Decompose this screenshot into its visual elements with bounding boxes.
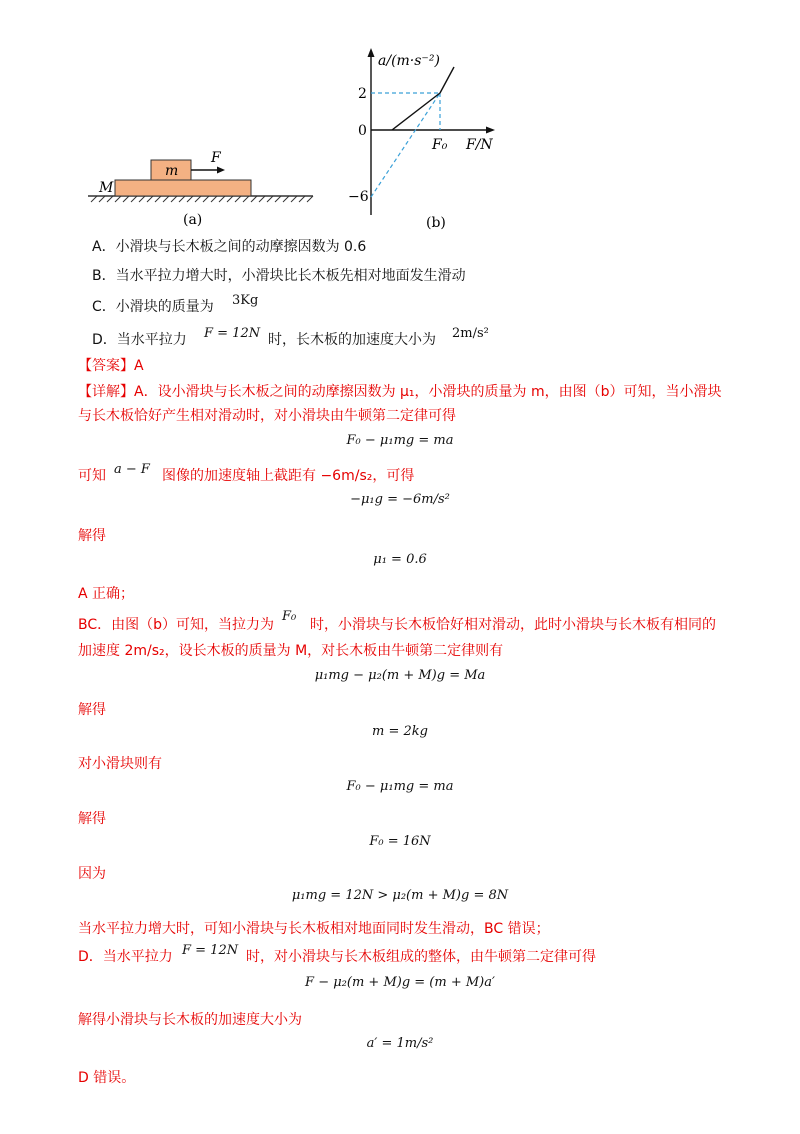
- tick-neg6-label: −6: [348, 189, 369, 205]
- answer: 【答案】A: [78, 358, 144, 374]
- equation-2: −μ₁g = −6m/s²: [350, 492, 450, 507]
- option-c-text: C．小滑块的质量为: [92, 299, 214, 315]
- equation-1: F₀ − μ₁mg = ma: [346, 433, 454, 448]
- force-label: F: [211, 150, 221, 166]
- d-math: F = 12N: [182, 943, 239, 958]
- f0-label: F₀: [432, 137, 448, 153]
- jiede-3: 解得: [78, 811, 106, 827]
- equation-5: m = 2kg: [372, 724, 428, 739]
- explain-line3a: 可知: [78, 468, 106, 484]
- d-line-a: D．当水平拉力: [78, 949, 173, 965]
- explain-line3b: 图像的加速度轴上截距有 −6m/s₂，可得: [162, 468, 415, 484]
- figure-b-caption: (b): [426, 215, 446, 231]
- board-label: M: [99, 180, 114, 196]
- equation-3: μ₁ = 0.6: [373, 552, 427, 567]
- a-correct: A 正确；: [78, 586, 135, 602]
- force-arrowhead: [217, 167, 225, 174]
- bc-line1a: BC．由图（b）可知，当拉力为: [78, 617, 275, 633]
- option-a: A．小滑块与长木板之间的动摩擦因数为 0.6: [92, 239, 367, 255]
- tick-2-label: 2: [358, 86, 367, 102]
- equation-4: μ₁mg − μ₂(m + M)g = Ma: [314, 668, 486, 683]
- explain-line3-math: a − F: [114, 462, 150, 477]
- explain-line2: 与长木板恰好产生相对滑动时，对小滑块由牛顿第二定律可得: [78, 408, 456, 424]
- guide-extension: [371, 93, 440, 197]
- option-d-text1: D．当水平拉力: [92, 332, 187, 348]
- d-solve: 解得小滑块与长木板的加速度大小为: [78, 1012, 302, 1028]
- bc-conclusion: 当水平拉力增大时，可知小滑块与长木板相对地面同时发生滑动，BC 错误；: [78, 921, 550, 937]
- option-d-math1: F = 12N: [204, 326, 261, 341]
- explain-line1: 【详解】A．设小滑块与长木板之间的动摩擦因数为 μ₁，小滑块的质量为 m，由图（b）可知，当小滑块: [78, 384, 722, 400]
- equation-7: F₀ = 16N: [369, 834, 431, 849]
- board-rect: [115, 180, 251, 196]
- equation-6: F₀ − μ₁mg = ma: [346, 779, 454, 794]
- d-line-b: 时，对小滑块与长木板组成的整体，由牛顿第二定律可得: [246, 949, 596, 965]
- y-axis-arrow: [368, 48, 375, 57]
- equation-9: F − μ₂(m + M)g = (m + M)a′: [305, 975, 495, 990]
- jiede-2: 解得: [78, 702, 106, 718]
- bc-line2: 加速度 2m/s₂，设长木板的质量为 M，对长木板由牛顿第二定律则有: [78, 643, 504, 659]
- x-axis-label: F/N: [466, 137, 493, 153]
- block-label: m: [165, 163, 179, 179]
- jiede-1: 解得: [78, 528, 106, 544]
- option-c-math: 3Kg: [232, 293, 259, 308]
- d-wrong: D 错误。: [78, 1070, 136, 1086]
- y-axis-label: a/(m·s⁻²): [378, 53, 440, 69]
- graph-segment-1: [392, 93, 440, 130]
- figure-b: [340, 45, 520, 235]
- equation-10: a′ = 1m/s²: [366, 1036, 434, 1051]
- bc-math: F₀: [282, 609, 297, 624]
- bc-line1b: 时，小滑块与长木板恰好相对滑动，此时小滑块与长木板有相同的: [310, 617, 716, 633]
- figure-a-caption: (a): [183, 212, 203, 228]
- option-d-math2: 2m/s²: [452, 326, 489, 341]
- x-axis-arrow: [486, 127, 495, 134]
- for-block: 对小滑块则有: [78, 756, 162, 772]
- option-d-text2: 时，长木板的加速度大小为: [268, 332, 436, 348]
- option-b: B．当水平拉力增大时，小滑块比长木板先相对地面发生滑动: [92, 268, 466, 284]
- graph-segment-2: [440, 67, 454, 93]
- ground-hatch: [91, 196, 313, 202]
- equation-8: μ₁mg = 12N > μ₂(m + M)g = 8N: [291, 888, 509, 903]
- tick-0-label: 0: [358, 123, 367, 139]
- because: 因为: [78, 866, 106, 882]
- figure-a: [85, 140, 325, 235]
